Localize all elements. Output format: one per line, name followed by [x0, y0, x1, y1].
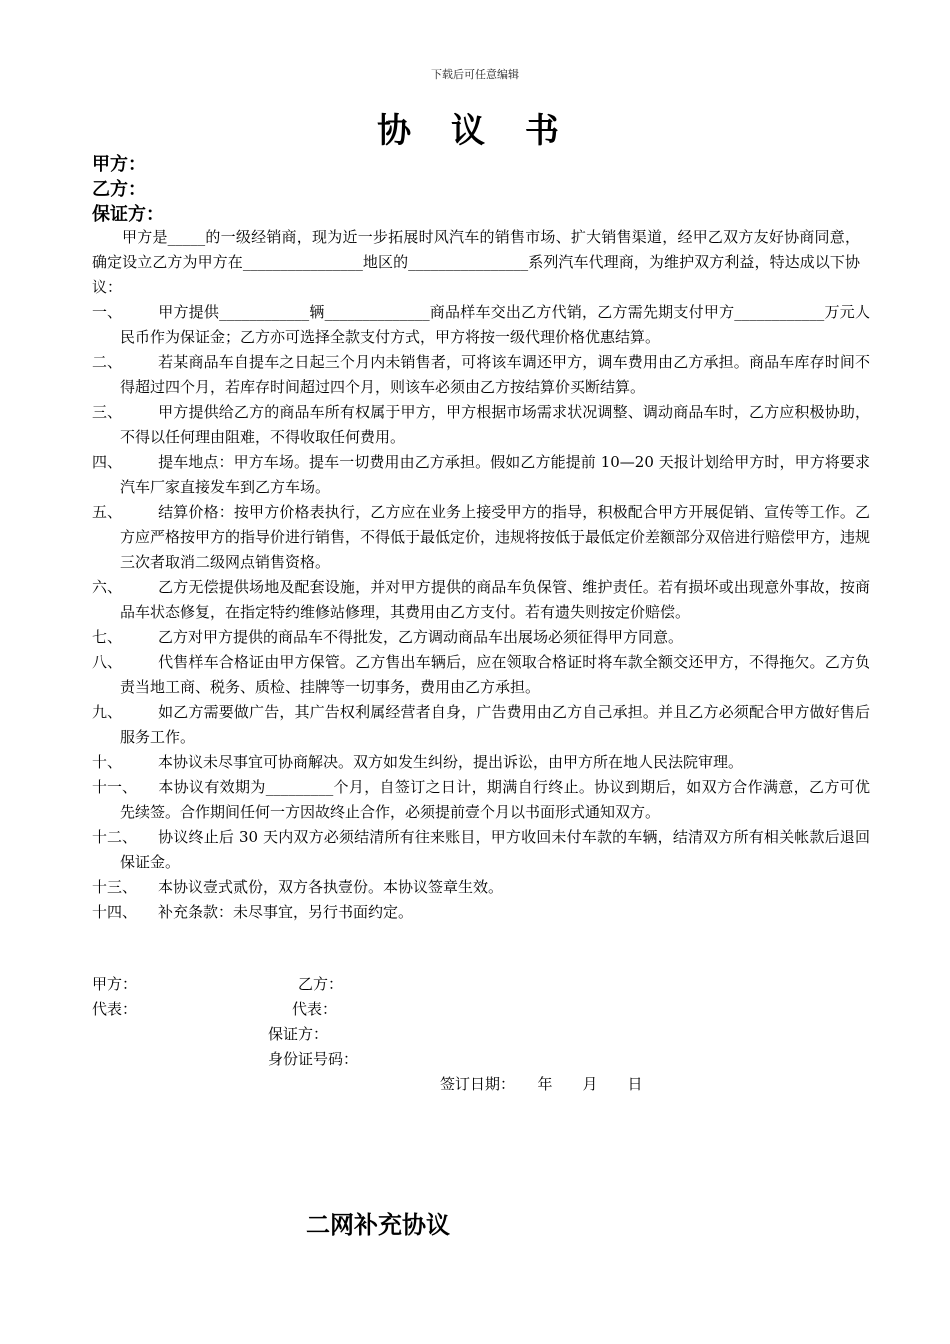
clause-text: 甲方提供给乙方的商品车所有权属于甲方，甲方根据市场需求状况调整、调动商品车时，乙方应积极协助，不得以任何理由阻难，不得收取任何费用。: [120, 403, 870, 446]
clause-text: 乙方无偿提供场地及配套设施，并对甲方提供的商品车负保管、维护责任。若有损坏或出现意外事故，按商品车状态修复，在指定特约维修站修理，其费用由乙方支付。若有遗失则按定价赔偿。: [120, 578, 870, 621]
clause-number: 八、: [92, 653, 123, 671]
clause-text: 本协议有效期为_________个月，自签订之日计，期满自行终止。协议到期后，如双方合作满意，乙方可优先续签。合作期间任何一方因故终止合作，必须提前壹个月以书面形式通知双方。: [120, 778, 870, 821]
clause-number: 五、: [92, 503, 123, 521]
sign-rep-b: 代表：: [292, 1000, 338, 1018]
sign-guarantor: 保证方：: [268, 1025, 329, 1043]
clause-text: 甲方提供____________辆______________商品样车交出乙方代销，乙方需先期支付甲方____________万元人民币作为保证金；乙方亦可选择全款支付方式，甲方将按一级代理价格优惠结算。: [120, 303, 870, 346]
intro-paragraph: 甲方是_____的一级经销商，现为近一步拓展时风汽车的销售市场、扩大销售渠道，经甲乙双方友好协商同意，确定设立乙方为甲方在________________地区的________________系列汽车代理商，为维护双方利益，特达成以下协议：: [92, 228, 860, 296]
clause-item: [92, 350, 870, 400]
clause-text: 结算价格：按甲方价格表执行，乙方应在业务上接受甲方的指导，积极配合甲方开展促销、宣传等工作。乙方应严格按甲方的指导价进行销售，不得低于最低定价，违规将按低于最低定价差额部分双倍进行赔偿甲方，违规三次者取消二级网点销售资格。: [120, 503, 871, 571]
clause-number: 十三、: [92, 878, 138, 896]
clause-item: [92, 650, 870, 700]
clause-item: [92, 500, 870, 575]
clause-item: [92, 575, 870, 625]
clause-text: 代售样车合格证由甲方保管。乙方售出车辆后，应在领取合格证时将车款全额交还甲方，不得拖欠。乙方负责当地工商、税务、质检、挂牌等一切事务，费用由乙方承担。: [120, 653, 870, 696]
clause-number: 十四、: [92, 903, 138, 921]
clause-number: 六、: [92, 578, 123, 596]
clause-item: [92, 300, 870, 350]
clause-item: [92, 875, 870, 900]
clause-text: 协议终止后 30 天内双方必须结清所有往来账目，甲方收回未付车款的车辆，结清双方所有相关帐款后退回保证金。: [120, 828, 870, 871]
clause-text: 补充条款：未尽事宜，另行书面约定。: [158, 903, 414, 921]
clause-item: [92, 450, 870, 500]
clause-number: 四、: [92, 453, 123, 471]
clause-number: 十一、: [92, 778, 138, 796]
sign-date: 签订日期： 年 月 日: [440, 1075, 643, 1093]
sign-party-b: 乙方：: [298, 975, 344, 993]
clause-text: 若某商品车自提车之日起三个月内未销售者，可将该车调还甲方，调车费用由乙方承担。商品车库存时间不得超过四个月，若库存时间超过四个月，则该车必须由乙方按结算价买断结算。: [120, 353, 870, 396]
clause-item: [92, 825, 870, 875]
clause-item: [92, 750, 870, 775]
clause-number: 九、: [92, 703, 123, 721]
clause-number: 十、: [92, 753, 123, 771]
clause-item: [92, 400, 870, 450]
party-a-label: 甲方：: [92, 154, 146, 175]
guarantor-label: 保证方：: [92, 204, 164, 225]
sign-id-number: 身份证号码：: [268, 1050, 359, 1068]
clause-text: 本协议未尽事宜可协商解决。双方如发生纠纷，提出诉讼，由甲方所在地人民法院审理。: [158, 753, 744, 771]
clause-text: 乙方对甲方提供的商品车不得批发，乙方调动商品车出展场必须征得甲方同意。: [158, 628, 684, 646]
clause-number: 三、: [92, 403, 123, 421]
clause-list: [92, 300, 870, 925]
clause-number: 十二、: [92, 828, 138, 846]
header-note: 下载后可任意编辑: [431, 68, 519, 81]
sign-party-a: 甲方：: [92, 975, 138, 993]
clause-text: 提车地点：甲方车场。提车一切费用由乙方承担。假如乙方能提前 10—20 天报计划给甲方时，甲方将要求汽车厂家直接发车到乙方车场。: [120, 453, 870, 496]
clause-item: [92, 775, 870, 825]
clause-item: [92, 625, 870, 650]
sign-rep-a: 代表：: [92, 1000, 138, 1018]
clause-number: 七、: [92, 628, 123, 646]
clause-number: 二、: [92, 353, 123, 371]
clause-item: [92, 900, 870, 925]
clause-item: [92, 700, 870, 750]
supplement-title: 二网补充协议: [306, 1211, 450, 1239]
clause-text: 本协议壹式贰份，双方各执壹份。本协议签章生效。: [158, 878, 504, 896]
document-title: 协 议 书: [377, 111, 573, 151]
clause-number: 一、: [92, 303, 123, 321]
party-b-label: 乙方：: [92, 179, 146, 200]
clause-text: 如乙方需要做广告，其广告权利属经营者自身，广告费用由乙方自己承担。并且乙方必须配合甲方做好售后服务工作。: [120, 703, 870, 746]
